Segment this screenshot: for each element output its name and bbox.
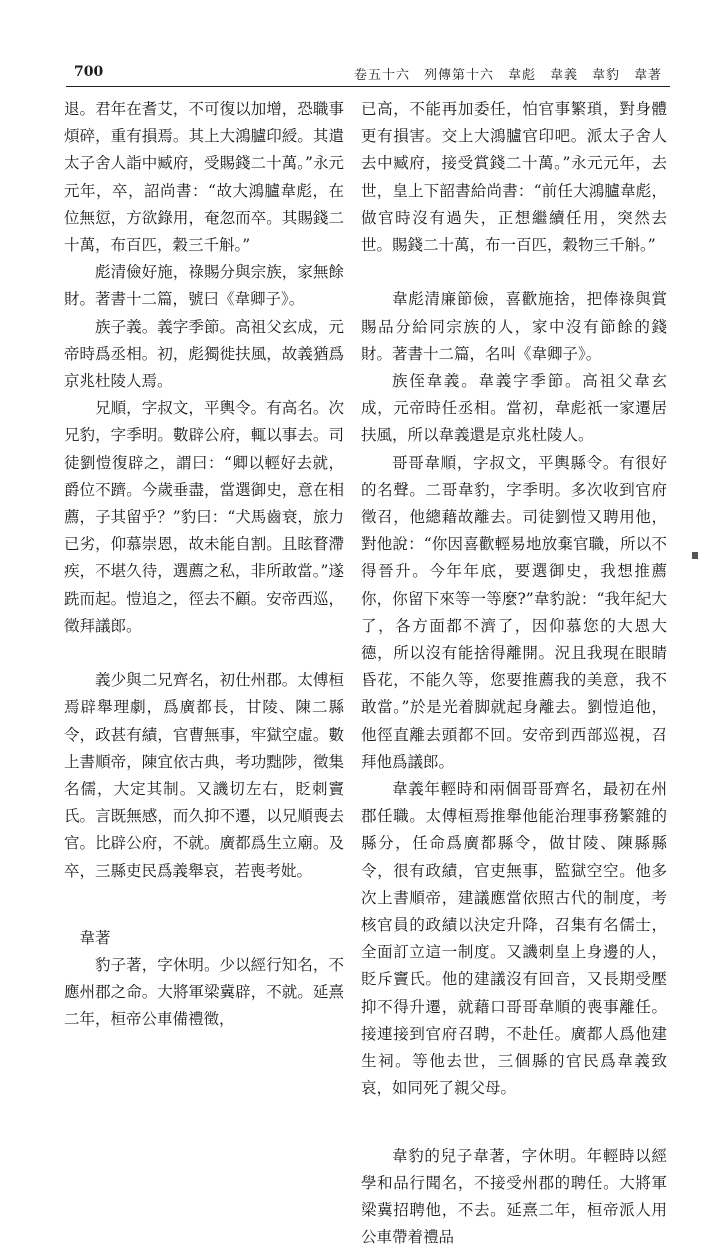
paragraph: 已高，不能再加委任，怕官事繁瑣，對身體更有損害。交上大鴻臚官印吧。派太子舍人去中臧府，接受賞錢二十萬。”永元元年，去世，皇上下韶書給尚書：“前任大鴻臚韋彪，做官時沒有過失，正想繼續任用，突然去世。賜錢二十萬，布一百匹，穀物三千斛。” — [361, 96, 667, 259]
page-number: 700 — [74, 64, 103, 80]
running-head: 卷五十六 列傳第十六 韋彪 韋義 韋豹 韋著 — [354, 64, 662, 83]
paragraph: 哥哥韋順，字叔文，平輿縣令。有很好的名聲。二哥韋豹，字季明。多次收到官府徵召，他總藉故離去。司徒劉愷又聘用他，對他說：“你因喜歡輕易地放棄官職，所以不得晉升。今年年底，要選御史，我想推薦你，你留下來等一等麼?”韋豹說：“我年紀大了，各方面都不濟了，因仰慕您的大恩大德，所以沒有能捨得離開。況且我現在眼睛昏花，不能久等，您要推薦我的美意，我不敢當。”於是光着脚就起身離去。劉愷追他，他徑直離去頭都不回。安帝到西部巡視，召拜他爲議郎。 — [361, 450, 667, 776]
classical-chinese-column — [64, 96, 344, 1034]
modern-translation-column — [361, 96, 667, 1251]
section-gap — [64, 885, 344, 925]
paragraph: 族子義。義字季節。高祖父玄成，元帝時爲丞相。初，彪獨徙扶風，故義猶爲京兆杜陵人焉。 — [64, 314, 344, 396]
page-header — [66, 52, 670, 87]
paragraph: 族侄韋義。韋義字季節。高祖父韋玄成，元帝時任丞相。當初，韋彪祇一家遷居扶風，所以韋義還是京兆杜陵人。 — [361, 368, 667, 450]
paragraph-gap — [64, 640, 344, 667]
paragraph: 兄順，字叔文，平輿令。有高名。次兄豹，字季明。數辟公府，輒以事去。司徒劉愷復辟之，謂曰：“卿以輕好去就，爵位不躋。今歲垂盡，當選御史，意在相薦，子其留乎？”豹曰：“犬馬齒衰，旅力已劣，仰慕崇恩，故未能自割。且眩瞀滯疾，不堪久待，選薦之私，非所敢當。”遂跣而起。愷追之，徑去不顧。安帝西巡，徵拜議郎。 — [64, 395, 344, 640]
paragraph-gap — [361, 259, 667, 286]
section-heading: 韋著 — [64, 925, 344, 952]
paragraph: 韋豹的兒子韋著，字休明。年輕時以經學和品行聞名，不接受州郡的聘任。大將軍梁冀招聘他，不去。延熹二年，桓帝派人用公車帶着禮品 — [361, 1143, 667, 1251]
section-gap — [361, 1103, 667, 1143]
paragraph: 韋義年輕時和兩個哥哥齊名，最初在州郡任職。太傅桓焉推舉他能治理事務繁雜的縣分，任命爲廣都縣令，做甘陵、陳縣縣令，很有政績，官吏無事，監獄空空。他多次上書順帝，建議應當依照古代的制度，考核官員的政績以決定升降，召集有名儒士，全面訂立這一制度。又譏刺皇上身邊的人，貶斥竇氏。他的建議沒有回音，又長期受壓抑不得升遷，就藉口哥哥韋順的喪事離任。接連接到官府召聘，不赴任。廣都人爲他建生祠。等他去世，三個縣的官民爲韋義致哀，如同死了親父母。 — [361, 776, 667, 1102]
paragraph: 韋彪清廉節儉，喜歡施捨，把俸祿與賞賜品分給同宗族的人，家中沒有節餘的錢財。著書十二篇，名叫《韋卿子》。 — [361, 286, 667, 368]
paragraph: 彪清儉好施，祿賜分與宗族，家無餘財。著書十二篇，號曰《韋卿子》。 — [64, 259, 344, 313]
margin-mark — [692, 552, 698, 559]
paragraph: 退。君年在耆艾，不可復以加增，恐職事煩碎，重有損焉。其上大鴻臚印綬。其遣太子舍人詣中臧府，受賜錢二十萬。”永元元年，卒，詔尚書：“故大鴻臚韋彪，在位無愆，方欲錄用，奄忽而卒。其賜錢二十萬，布百匹，穀三千斛。” — [64, 96, 344, 259]
paragraph: 豹子著，字休明。少以經行知名，不應州郡之命。大將軍梁冀辟，不就。延熹二年，桓帝公車備禮徵， — [64, 952, 344, 1034]
paragraph: 義少與二兄齊名，初仕州郡。太傅桓焉辟舉理劇，爲廣都長，甘陵、陳二縣令，政甚有績，官曹無事，牢獄空虛。數上書順帝，陳宜依古典，考功黜陟，徵集名儒，大定其制。又譏切左右，貶刺竇氏。言既無感，而久抑不遷，以兄順喪去官。比辟公府，不就。廣都爲生立廟。及卒，三縣吏民爲義舉哀，若喪考妣。 — [64, 667, 344, 885]
